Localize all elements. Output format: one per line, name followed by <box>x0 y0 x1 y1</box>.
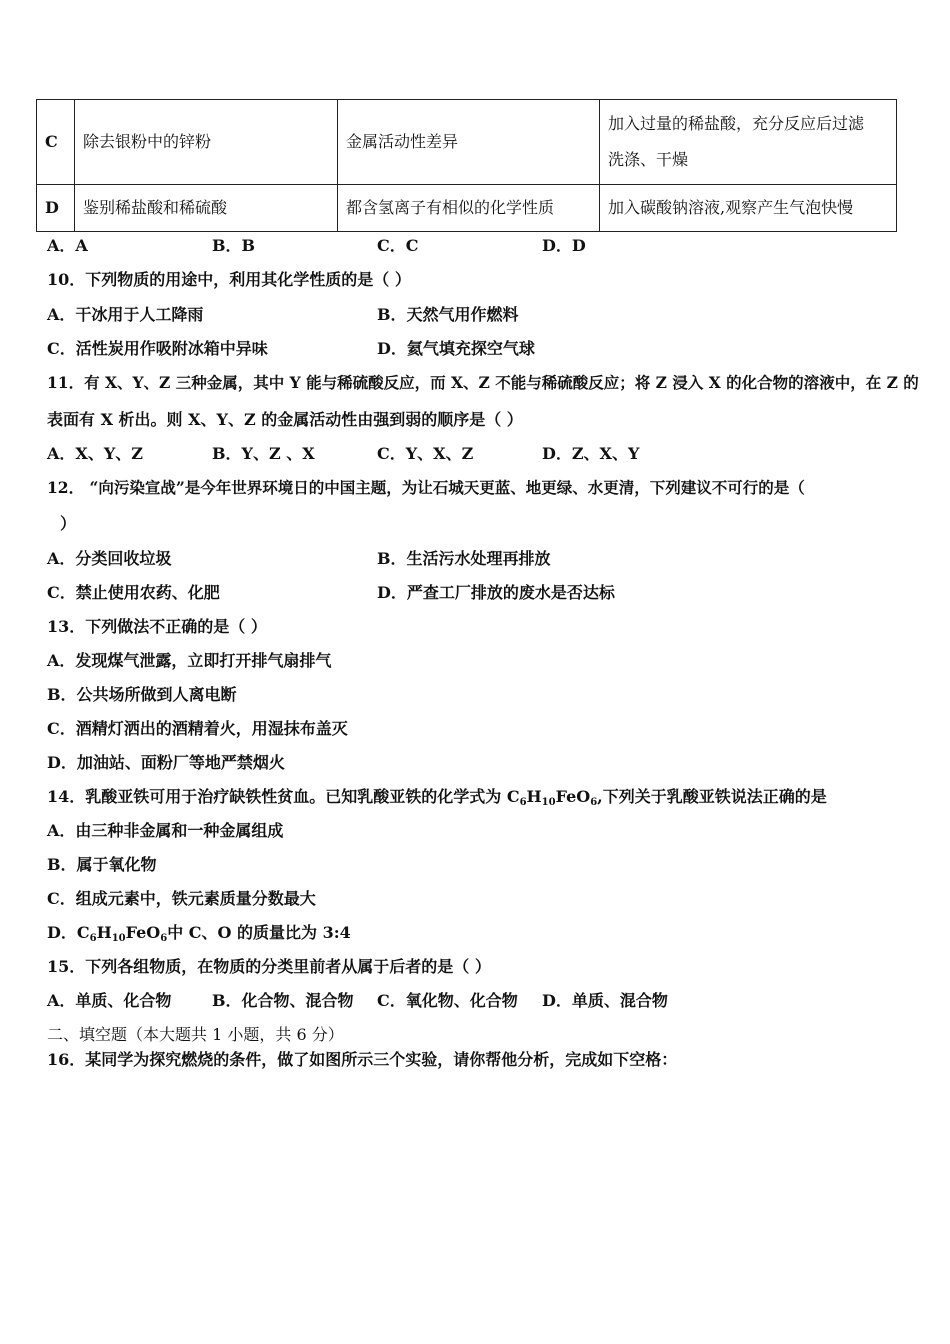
q12-option: D．严查工厂排放的废水是否达标 <box>377 583 615 602</box>
q15-option: B．化合物、混合物 <box>212 991 354 1010</box>
q15-option: A．单质、化合物 <box>47 991 172 1010</box>
q10-option: A．干冰用于人工降雨 <box>47 305 204 324</box>
q12-option: A．分类回收垃圾 <box>47 549 172 568</box>
row-task: 除去银粉中的锌粉 <box>75 100 338 185</box>
row-method <box>600 100 897 185</box>
q11-stem: 11．有 X、Y、Z 三种金属，其中 Y 能与稀硫酸反应，而 X、Z 不能与稀硫酸反应；将 Z 浸入 X 的化合物的溶液中，在 Z 的 <box>47 373 919 392</box>
q9-option: A．A <box>47 236 88 255</box>
q13-stem: 13．下列做法不正确的是（ ） <box>47 617 267 636</box>
q11-option: A．X、Y、Z <box>47 444 143 463</box>
q10-option: D．氦气填充探空气球 <box>377 339 535 358</box>
q13-option: A．发现煤气泄露，立即打开排气扇排气 <box>47 651 332 670</box>
q14-subscript: 6 <box>160 933 168 944</box>
q13-option: C．酒精灯洒出的酒精着火，用湿抹布盖灭 <box>47 719 348 738</box>
q14-formula-feo: FeO <box>125 923 161 942</box>
q12-option: B．生活污水处理再排放 <box>377 549 551 568</box>
q14-subscript: 6 <box>590 797 598 808</box>
section-heading: 二、填空题（本大题共 1 小题，共 6 分） <box>47 1025 344 1044</box>
row-method-line: 加入过量的稀盐酸，充分反应后过滤 <box>608 114 865 133</box>
q14-subscript: 6 <box>519 797 527 808</box>
q9-option: C．C <box>377 236 419 255</box>
q14-option: B．属于氧化物 <box>47 855 157 874</box>
table-row <box>37 185 897 232</box>
q10-option: C．活性炭用作吸附冰箱中异味 <box>47 339 268 358</box>
q10-stem: 10．下列物质的用途中，利用其化学性质的是（ ） <box>47 270 411 289</box>
q13-option: D．加油站、面粉厂等地严禁烟火 <box>47 753 285 772</box>
option-table <box>36 99 897 232</box>
q15-option: C．氧化物、化合物 <box>377 991 518 1010</box>
row-key: D <box>37 185 75 232</box>
q14-subscript: 10 <box>541 797 556 808</box>
row-principle: 都含氢离子有相似的化学性质 <box>338 185 600 232</box>
q12-stem: 12． “向污染宣战”是今年世界环境日的中国主题，为让石城天更蓝、地更绿、水更清，下列建议不可行的是（ <box>47 478 805 497</box>
q11-stem: 表面有 X 析出。则 X、Y、Z 的金属活动性由强到弱的顺序是（ ） <box>47 410 523 429</box>
q14-option: A．由三种非金属和一种金属组成 <box>47 821 284 840</box>
q11-option: D．Z、X、Y <box>542 444 640 463</box>
q14-subscript: 10 <box>111 933 126 944</box>
row-key: C <box>37 100 75 185</box>
q14-stem-b: ,下列关于乳酸亚铁说法正确的是 <box>597 787 827 806</box>
q14-formula-h: H <box>96 923 112 942</box>
q14-option-d <box>47 923 351 943</box>
q16-stem: 16．某同学为探究燃烧的条件，做了如图所示三个实验，请你帮他分析，完成如下空格： <box>47 1050 678 1069</box>
row-principle: 金属活动性差异 <box>338 100 600 185</box>
q14-option: C．组成元素中，铁元素质量分数最大 <box>47 889 316 908</box>
q12-stem: ） <box>60 514 77 533</box>
q11-option: C．Y、X、Z <box>377 444 474 463</box>
q9-option: D．D <box>542 236 586 255</box>
row-method: 加入碳酸钠溶液,观察产生气泡快慢 <box>600 185 897 232</box>
q13-option: B．公共场所做到人离电断 <box>47 685 237 704</box>
row-task: 鉴别稀盐酸和稀硫酸 <box>75 185 338 232</box>
q14-stem-a: 14．乳酸亚铁可用于治疗缺铁性贫血。已知乳酸亚铁的化学式为 C <box>47 787 520 806</box>
q14-formula-h: H <box>526 787 542 806</box>
q12-option: C．禁止使用农药、化肥 <box>47 583 220 602</box>
q11-option: B．Y、Z 、X <box>212 444 315 463</box>
q14-d-b: 中 C、O 的质量比为 3:4 <box>167 923 351 942</box>
q9-option: B．B <box>212 236 256 255</box>
q10-option: B．天然气用作燃料 <box>377 305 519 324</box>
q15-stem: 15．下列各组物质，在物质的分类里前者从属于后者的是（ ） <box>47 957 491 976</box>
q14-d-a: D．C <box>47 923 90 942</box>
q15-option: D．单质、混合物 <box>542 991 668 1010</box>
row-method-line: 洗涤、干燥 <box>608 150 689 169</box>
table-row <box>37 100 897 185</box>
q14-subscript: 6 <box>89 933 97 944</box>
q14-stem <box>47 787 827 807</box>
q14-formula-feo: FeO <box>555 787 591 806</box>
